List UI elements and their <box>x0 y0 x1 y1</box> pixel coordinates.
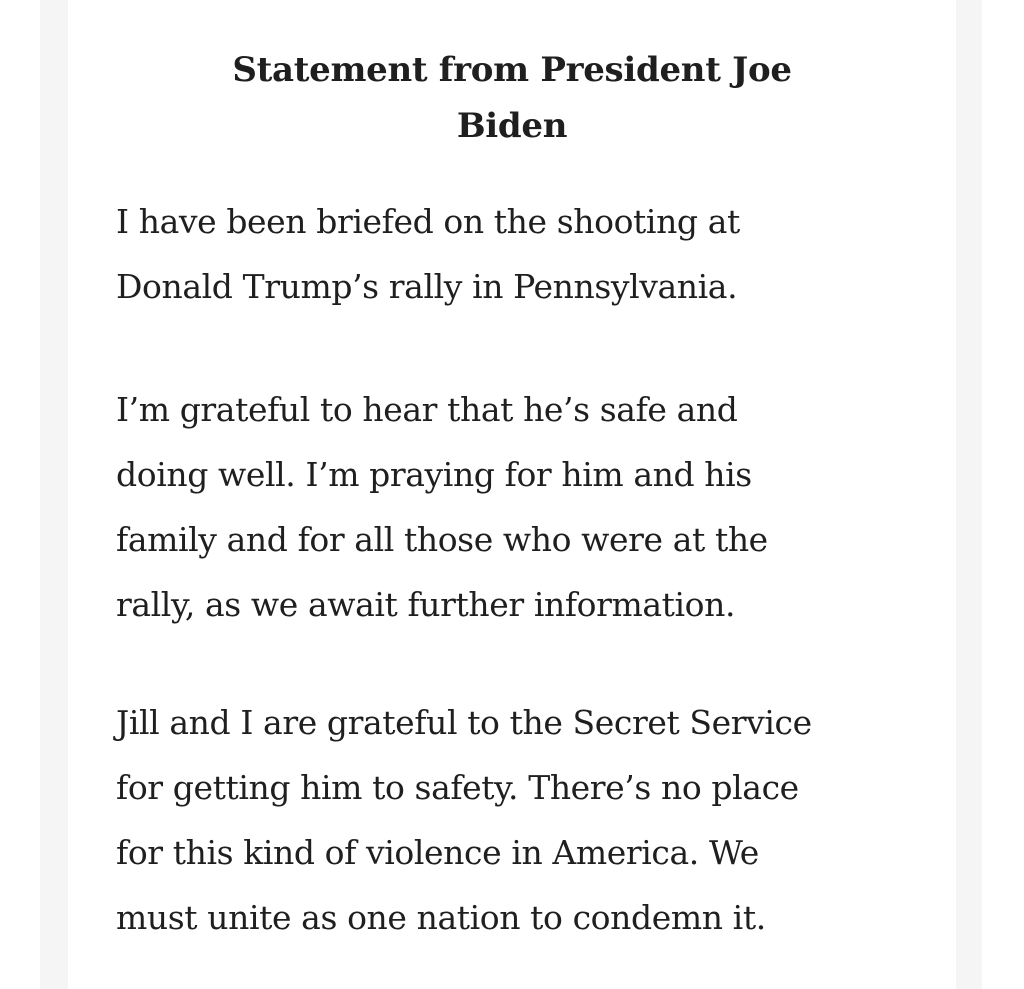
title-line: Biden <box>456 106 568 146</box>
paragraph-line: Jill and I are grateful to the Secret Service <box>116 703 812 742</box>
left-gutter <box>40 0 68 989</box>
paragraph-line: doing well. I’m praying for him and his <box>116 455 752 494</box>
paragraph-line: for getting him to safety. There’s no place <box>116 768 799 807</box>
statement-paragraph-1 <box>116 189 916 319</box>
statement-paragraph-3 <box>116 690 916 950</box>
paragraph-line: I’m grateful to hear that he’s safe and <box>116 390 738 429</box>
paragraph-line: for this kind of violence in America. We <box>116 833 759 872</box>
right-gutter <box>956 0 982 989</box>
paragraph-line: Donald Trump’s rally in Pennsylvania. <box>116 267 738 306</box>
title-line: Statement from President Joe <box>232 50 792 90</box>
paragraph-line: rally, as we await further information. <box>116 585 736 624</box>
paragraph-line: I have been briefed on the shooting at <box>116 202 740 241</box>
statement-title <box>68 42 956 154</box>
paragraph-line: must unite as one nation to condemn it. <box>116 898 766 937</box>
statement-card <box>68 0 956 989</box>
paragraph-line: family and for all those who were at the <box>116 520 768 559</box>
statement-paragraph-2 <box>116 377 916 637</box>
